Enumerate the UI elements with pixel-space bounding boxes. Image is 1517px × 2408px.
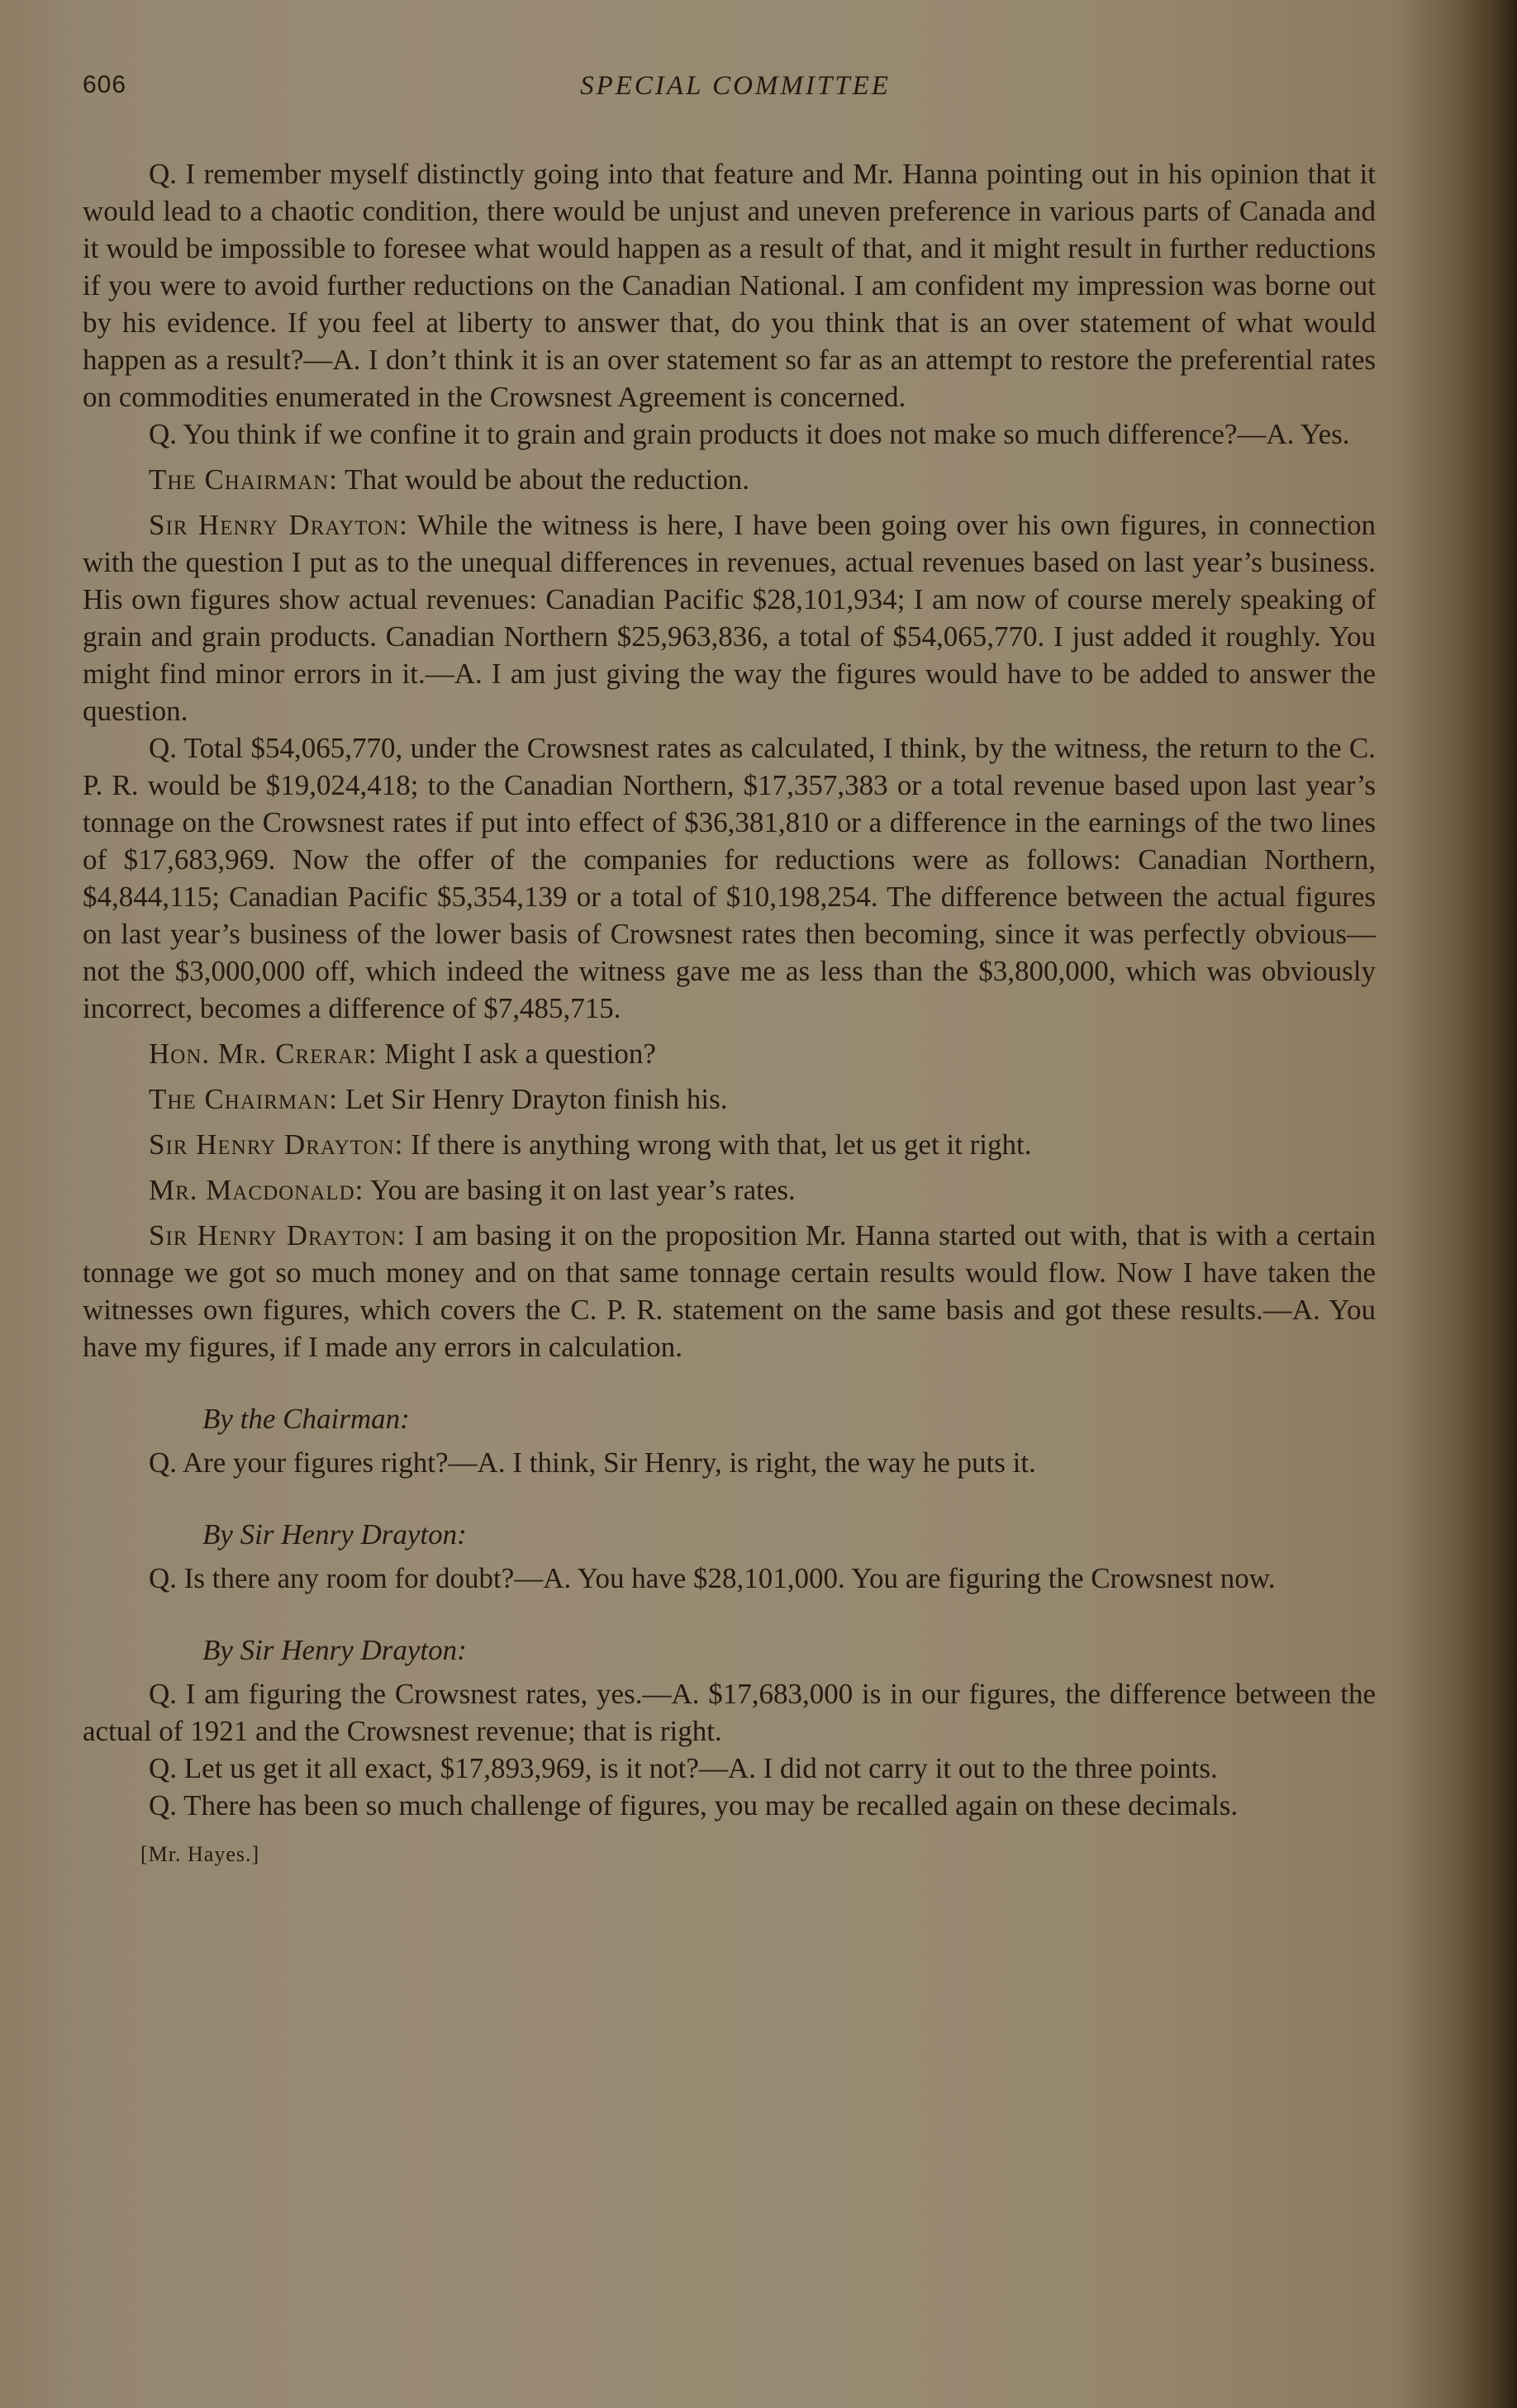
paragraph: The Chairman: That would be about the reduction. (149, 463, 749, 496)
speaker-name: Sir Henry Drayton: (149, 1219, 407, 1251)
speaker-name: The Chairman: (149, 463, 338, 496)
paragraph: Hon. Mr. Crerar: Might I ask a question? (149, 1038, 656, 1070)
paragraph: Q. Total $54,065,770, under the Crowsnest rates as calculated, I think, by the witness, the return to the C. P. R. would be $19,024,418; to the Canadian Northern, $17,357,383 or a total revenue based upon last year’s tonnage on the Crowsnest rates if put into effect of $36,381,810 or a difference in the earnings of the two lines of $17,683,969. Now the offer of the companies for reductions were as follows: Canadian Northern, $4,844,115; Canadian Pacific $5,354,139 or a total of $10,198,254. The difference between the actual figures on last year’s business of the lower basis of Crowsnest rates then becoming, since it was perfectly obvious—not the $3,000,000 off, which indeed the witness gave me as less than the $3,800,000, which was obviously incorrect, becomes a difference of $7,485,715. (83, 732, 1376, 1024)
section-heading: By the Chairman: (202, 1403, 410, 1435)
paragraph: Sir Henry Drayton: While the witness is here, I have been going over his own figures, in connection with the question I put as to the unequal differences in revenues, actual revenues based on last year’s business. His own figures show actual revenues: Canadian Pacific $28,101,934; I am now of course merely speaking of grain and grain products. Canadian Northern $25,963,836, a total of $54,065,770. I just added it roughly. You might find minor errors in it.—A. I am just giving the way the figures would have to be added to answer the question. (83, 509, 1376, 727)
speaker-name: Hon. Mr. Crerar: (149, 1038, 378, 1070)
paragraph: Q. I remember myself distinctly going into that feature and Mr. Hanna pointing out in his opinion that it would lead to a chaotic condition, there would be unjust and uneven preference in various parts of Canada and it would be impossible to foresee what would happen as a result of that, and it might result in further reductions if you were to avoid further reductions on the Canadian National. I am confident my impression was borne out by his evidence. If you feel at liberty to answer that, do you think that is an over statement of what would happen as a result?—A. I don’t think it is an over statement so far as an attempt to restore the preferential rates on commodities enumerated in the Crowsnest Agreement is concerned. (83, 158, 1376, 413)
paragraph: Sir Henry Drayton: I am basing it on the proposition Mr. Hanna started out with, that is with a certain tonnage we got so much money and on that same tonnage certain results would flow. Now I have taken the witnesses own figures, which covers the C. P. R. statement on the same basis and got these results.—A. You have my figures, if I made any errors in calculation. (83, 1219, 1376, 1363)
running-head: SPECIAL COMMITTEE (580, 71, 891, 101)
section-heading: By Sir Henry Drayton: (202, 1634, 467, 1666)
paragraph: Q. I am figuring the Crowsnest rates, yes.—A. $17,683,000 is in our figures, the difference between the actual of 1921 and the Crowsnest revenue; that is right. (83, 1678, 1376, 1747)
paragraph: The Chairman: Let Sir Henry Drayton finish his. (149, 1083, 728, 1115)
footer-attribution: [Mr. Hayes.] (140, 1842, 260, 1866)
section-heading: By Sir Henry Drayton: (202, 1518, 467, 1551)
speaker-name: Mr. Macdonald: (149, 1174, 364, 1206)
page-header (83, 71, 1388, 112)
paragraph: Q. Let us get it all exact, $17,893,969, is it not?—A. I did not carry it out to the three points. (149, 1752, 1218, 1784)
paragraph: Q. You think if we confine it to grain and grain products it does not make so much difference?—A. Yes. (149, 418, 1350, 450)
speaker-name: Sir Henry Drayton: (149, 509, 408, 541)
paragraph: Q. Are your figures right?—A. I think, Sir Henry, is right, the way he puts it. (149, 1446, 1036, 1479)
paragraph: Q. There has been so much challenge of figures, you may be recalled again on these decimals. (149, 1789, 1239, 1821)
paragraph: Sir Henry Drayton: If there is anything wrong with that, let us get it right. (149, 1128, 1032, 1161)
page-number: 606 (83, 71, 127, 98)
speaker-name: Sir Henry Drayton: (149, 1128, 404, 1161)
page-body (83, 155, 1376, 1873)
speaker-name: The Chairman: (149, 1083, 338, 1115)
paragraph: Mr. Macdonald: You are basing it on last year’s rates. (149, 1174, 796, 1206)
paragraph: Q. Is there any room for doubt?—A. You have $28,101,000. You are figuring the Crowsnest now. (149, 1562, 1276, 1594)
page-edge-shadow (1459, 0, 1517, 2408)
